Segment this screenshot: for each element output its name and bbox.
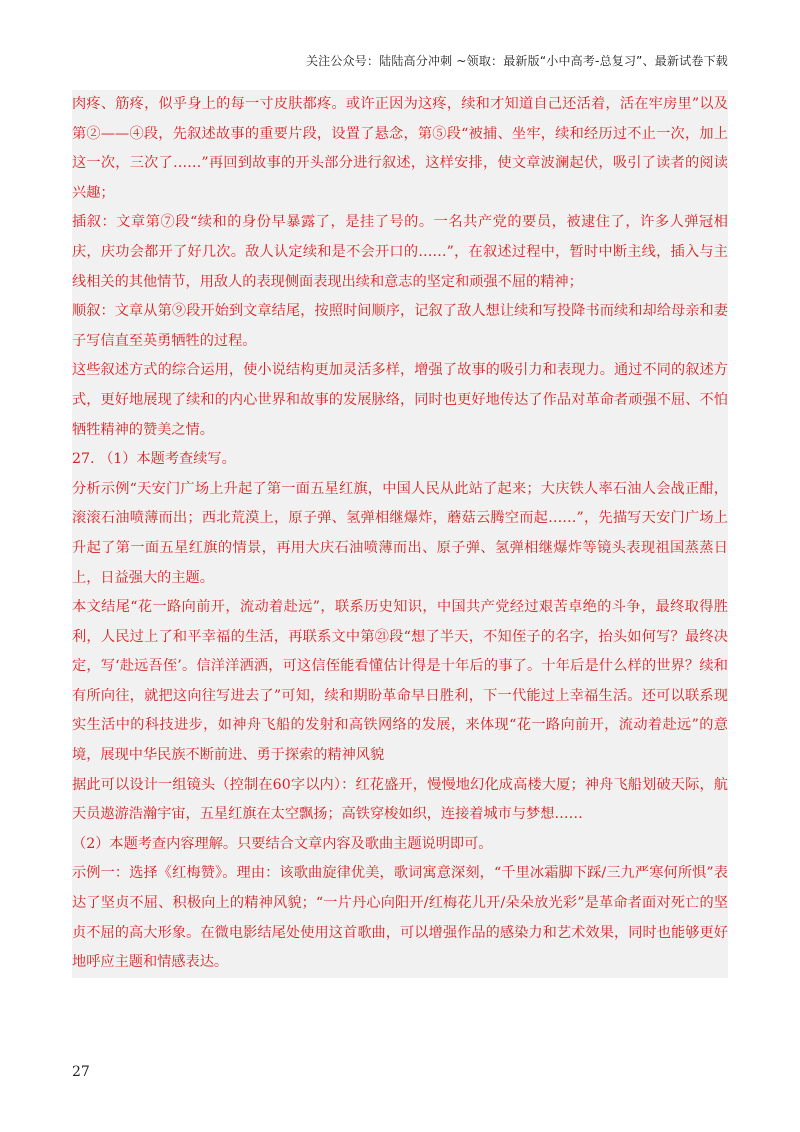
paragraph: 分析示例“天安门广场上升起了第一面五星红旗，中国人民从此站了起来；大庆铁人率石油人会战正酣，滚滚石油喷薄而出；西北荒漠上，原子弹、氢弹相继爆炸，蘑菇云腾空而起……”，先描写天安门广场上升起了第一面五星红旗的情景，再用大庆石油喷薄而出、原子弹、氢弹相继爆炸等镜头表现祖国蒸蒸日上，日益强大的主题。 <box>72 480 728 586</box>
paragraph: 本文结尾“花一路向前开，流动着赴远”，联系历史知识，中国共产党经过艰苦卓绝的斗争，最终取得胜利，人民过上了和平幸福的生活，再联系文中第㉑段“想了半天，不知侄子的名字，抬头如何写？最终决定，写‘赴远吾侄’。信洋洋洒洒，可这信侄能看懂估计得是十年后的事了。十年后是什么样的世界？续和有所向往，就把这向往写进去了”可知，续和期盼革命早日胜利，下一代能过上幸福生活。还可以联系现实生活中的科技进步，如神舟飞船的发射和高铁网络的发展，来体现“花一路向前开，流动着赴远”的意境，展现中华民族不断前进、勇于探索的精神风貌 <box>72 599 728 764</box>
page-header: 关注公众号：陆陆高分冲刺 ~领取：最新版“小中高考-总复习”、最新试卷下载 <box>305 54 728 68</box>
paragraph: 肉疼、筋疼，似乎身上的每一寸皮肤都疼。或许正因为这疼，续和才知道自己还活着，活在牢房里”以及第②——④段，先叙述故事的重要片段，设置了悬念，第⑤段“被捕、坐牢，续和经历过不止一次，加上这一次，三次了……”再回到故事的开头部分进行叙述，这样安排，使文章波澜起伏，吸引了读者的阅读兴趣； <box>72 96 728 201</box>
answer-content <box>72 90 728 978</box>
paragraph: 示例一：选择《红梅赞》。理由：该歌曲旋律优美，歌词寓意深刻，“千里冰霜脚下踩/三九严寒何所惧”表达了坚贞不屈、积极向上的精神风貌；“一片丹心向阳开/红梅花儿开/朵朵放光彩”是革命者面对死亡的坚贞不屈的高大形象。在微电影结尾处使用这首歌曲，可以增强作品的感染力和艺术效果，同时也能够更好地呼应主题和情感表达。 <box>72 865 728 971</box>
question-heading: 27. （1）本题考查续写。 <box>72 451 236 468</box>
paragraph: 这些叙述方式的综合运用，使小说结构更加灵活多样，增强了故事的吸引力和表现力。通过不同的叙述方式，更好地展现了续和的内心世界和故事的发展脉络，同时也更好地传达了作品对革命者顽强不屈、不怕牺牲精神的赞美之情。 <box>72 362 728 438</box>
paragraph: 插叙：文章第⑦段“续和的身份早暴露了，是挂了号的。一名共产党的要员，被逮住了，许多人弹冠相庆，庆功会都开了好几次。敌人认定续和是不会开口的……”，在叙述过程中，暂时中断主线，插入与主线相关的其他情节，用敌人的表现侧面表现出续和意志的坚定和顽强不屈的精神； <box>72 214 728 290</box>
paragraph: 据此可以设计一组镜头（控制在60字以内）：红花盛开，慢慢地幻化成高楼大厦；神舟飞船划破天际，航天员遨游浩瀚宇宙，五星红旗在太空飘扬；高铁穿梭如织，连接着城市与梦想…… <box>72 776 728 823</box>
page-number: 27 <box>72 1064 90 1080</box>
subquestion-heading: （2）本题考查内容理解。只要结合文章内容及歌曲主题说明即可。 <box>72 835 493 852</box>
paragraph: 顺叙：文章从第⑨段开始到文章结尾，按照时间顺序，记叙了敌人想让续和写投降书而续和却给母亲和妻子写信直至英勇牺牲的过程。 <box>72 303 728 349</box>
